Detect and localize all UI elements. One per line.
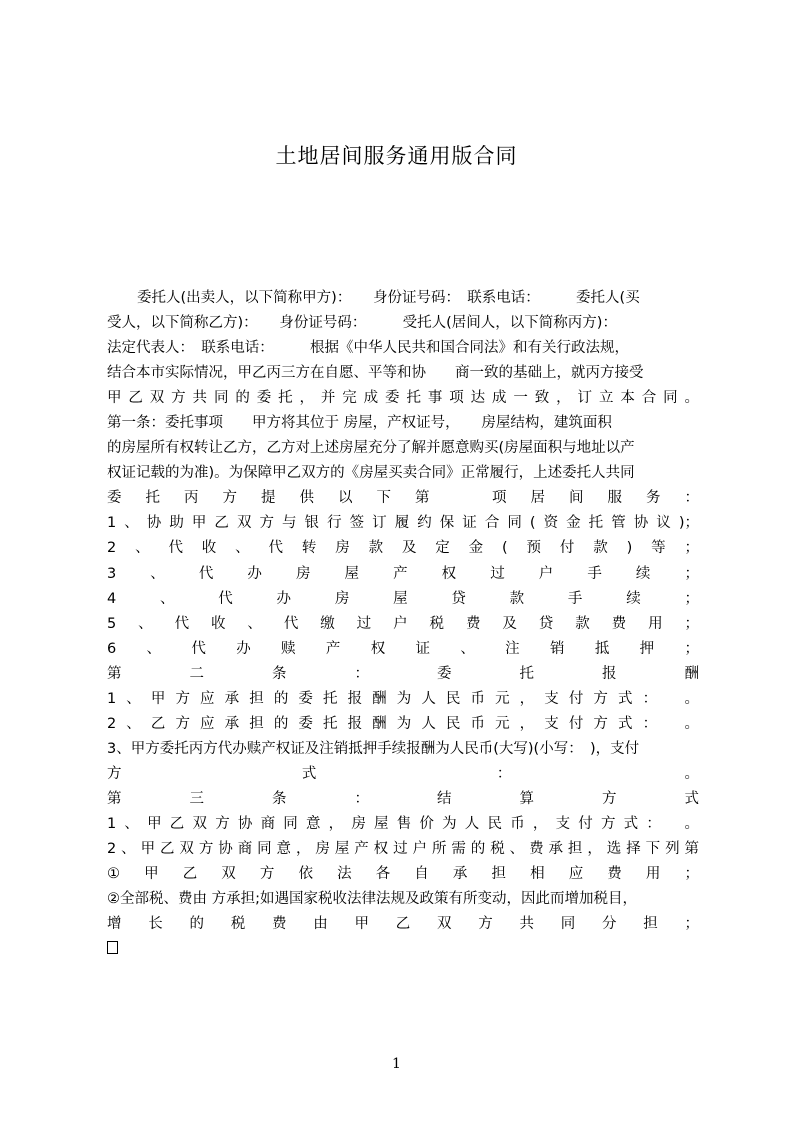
placeholder-box-icon [107, 941, 118, 954]
body-line: 3、代办房屋产权过户手续； [107, 565, 699, 582]
body-line: 法定代表人： 联系电话： 根据《中华人民共和国合同法》和有关行政法规， [107, 340, 629, 357]
body-line: 2、代收、代转房款及定金(预付款)等； [107, 540, 699, 557]
document-body [107, 286, 699, 962]
body-line: ①甲乙双方依法各自承担相应费用； [107, 866, 699, 883]
body-line: 权证记载的为准)。为保障甲乙双方的《房屋买卖合同》正常履行，上述委托人共同 [107, 465, 635, 482]
body-line: 的房屋所有权转让乙方，乙方对上述房屋充分了解并愿意购买(房屋面积与地址以产 [107, 440, 635, 457]
body-line: 2、乙方应承担的委托报酬为人民币元，支付方式： 。 [107, 715, 699, 732]
body-line: ②全部税、费由 方承担;如遇国家税收法律法规及政策有所变动，因此而增加税目， [107, 891, 637, 908]
body-line: 2、甲乙双方协商同意，房屋产权过户所需的税、费承担，选择下列第 [107, 841, 699, 858]
placeholder-box-line [107, 937, 699, 962]
body-line: 1、甲乙双方协商同意，房屋售价为人民币，支付方式： 。 [107, 815, 699, 832]
body-line: 结合本市实际情况，甲乙丙三方在自愿、平等和协 商一致的基础上，就丙方接受 [107, 365, 644, 382]
body-line: 3、甲方委托丙方代办赎产权证及注销抵押手续报酬为人民币(大写)(小写： )，支付 [107, 740, 640, 757]
body-line: 第一条：委托事项 甲方将其位于 房屋，产权证号， 房屋结构，建筑面积 [107, 415, 612, 432]
body-line: 4、代办房屋贷款手续； [107, 590, 699, 607]
body-line: 方式：。 [107, 765, 699, 782]
body-line: 6、代办赎产权证、注销抵押； [107, 640, 699, 657]
body-line: 受人，以下简称乙方)： 身份证号码： 受托人(居间人，以下简称丙方)： [107, 315, 617, 332]
body-line: 增长的税费由甲乙双方共同分担； [107, 916, 699, 933]
body-line: 甲乙双方共同的委托，并完成委托事项达成一致，订立本合同。 [107, 390, 699, 407]
body-line: 委托人(出卖人，以下简称甲方)： 身份证号码： 联系电话： 委托人(买 [137, 290, 640, 306]
body-line: 第三条：结算方式 [107, 790, 699, 807]
body-line: 1、协助甲乙双方与银行签订履约保证合同(资金托管协议)； [107, 515, 699, 532]
body-line: 委托丙方提供以下第 项居间服务： [107, 490, 699, 507]
document-title: 土地居间服务通用版合同 [275, 144, 518, 168]
page-number: 1 [392, 1056, 401, 1072]
body-line: 第二条：委托报酬 [107, 665, 699, 682]
body-line: 1、甲方应承担的委托报酬为人民币元，支付方式： 。 [107, 690, 699, 707]
body-line: 5、代收、代缴过户税费及贷款费用； [107, 615, 699, 632]
